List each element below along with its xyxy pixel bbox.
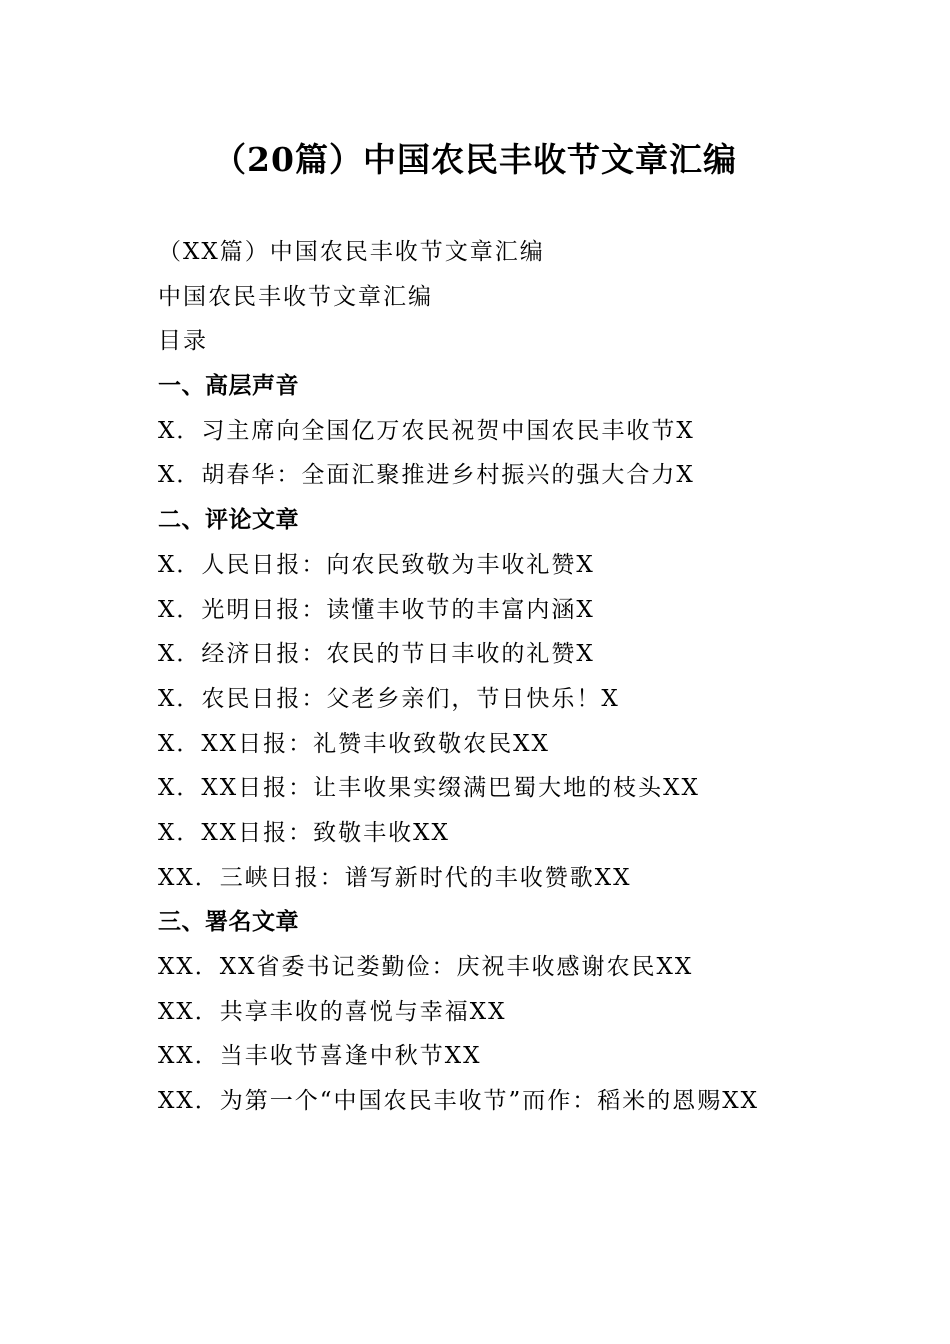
toc-entry: X．胡春华：全面汇聚推进乡村振兴的强大合力X bbox=[158, 462, 695, 489]
toc-label: 目录 bbox=[158, 328, 208, 355]
toc-entry: X．光明日报：读懂丰收节的丰富内涵X bbox=[158, 596, 595, 623]
toc-entry: XX．为第一个“中国农民丰收节”而作：稻米的恩赐XX bbox=[158, 1088, 760, 1115]
toc-entry: XX．三峡日报：谱写新时代的丰收赞歌XX bbox=[158, 864, 632, 891]
section-heading-2: 二、评论文章 bbox=[158, 507, 299, 534]
collection-name-line: 中国农民丰收节文章汇编 bbox=[158, 283, 433, 310]
toc-entry: XX．XX省委书记娄勤俭：庆祝丰收感谢农民XX bbox=[158, 954, 694, 980]
toc-entry: X．农民日报：父老乡亲们，节日快乐！X bbox=[158, 685, 620, 712]
toc-entry: XX．共享丰收的喜悦与幸福XX bbox=[158, 998, 507, 1025]
toc-entry: X．人民日报：向农民致敬为丰收礼赞X bbox=[158, 551, 595, 578]
document-title: （20篇）中国农民丰收节文章汇编 bbox=[213, 140, 737, 179]
subtitle-line: （XX篇）中国农民丰收节文章汇编 bbox=[158, 239, 545, 265]
toc-entry: X．XX日报：礼赞丰收致敬农民XX bbox=[158, 730, 550, 757]
toc-entry: XX．当丰收节喜逢中秋节XX bbox=[158, 1043, 482, 1070]
section-heading-3: 三、署名文章 bbox=[158, 909, 299, 936]
toc-entry: X．XX日报：致敬丰收XX bbox=[158, 819, 450, 846]
toc-entry: X．习主席向全国亿万农民祝贺中国农民丰收节X bbox=[158, 417, 695, 444]
toc-entry: X．经济日报：农民的节日丰收的礼赞X bbox=[158, 641, 595, 668]
toc-entry: X．XX日报：让丰收果实缀满巴蜀大地的枝头XX bbox=[158, 775, 700, 802]
section-heading-1: 一、高层声音 bbox=[158, 373, 299, 400]
table-of-contents bbox=[158, 230, 858, 1124]
